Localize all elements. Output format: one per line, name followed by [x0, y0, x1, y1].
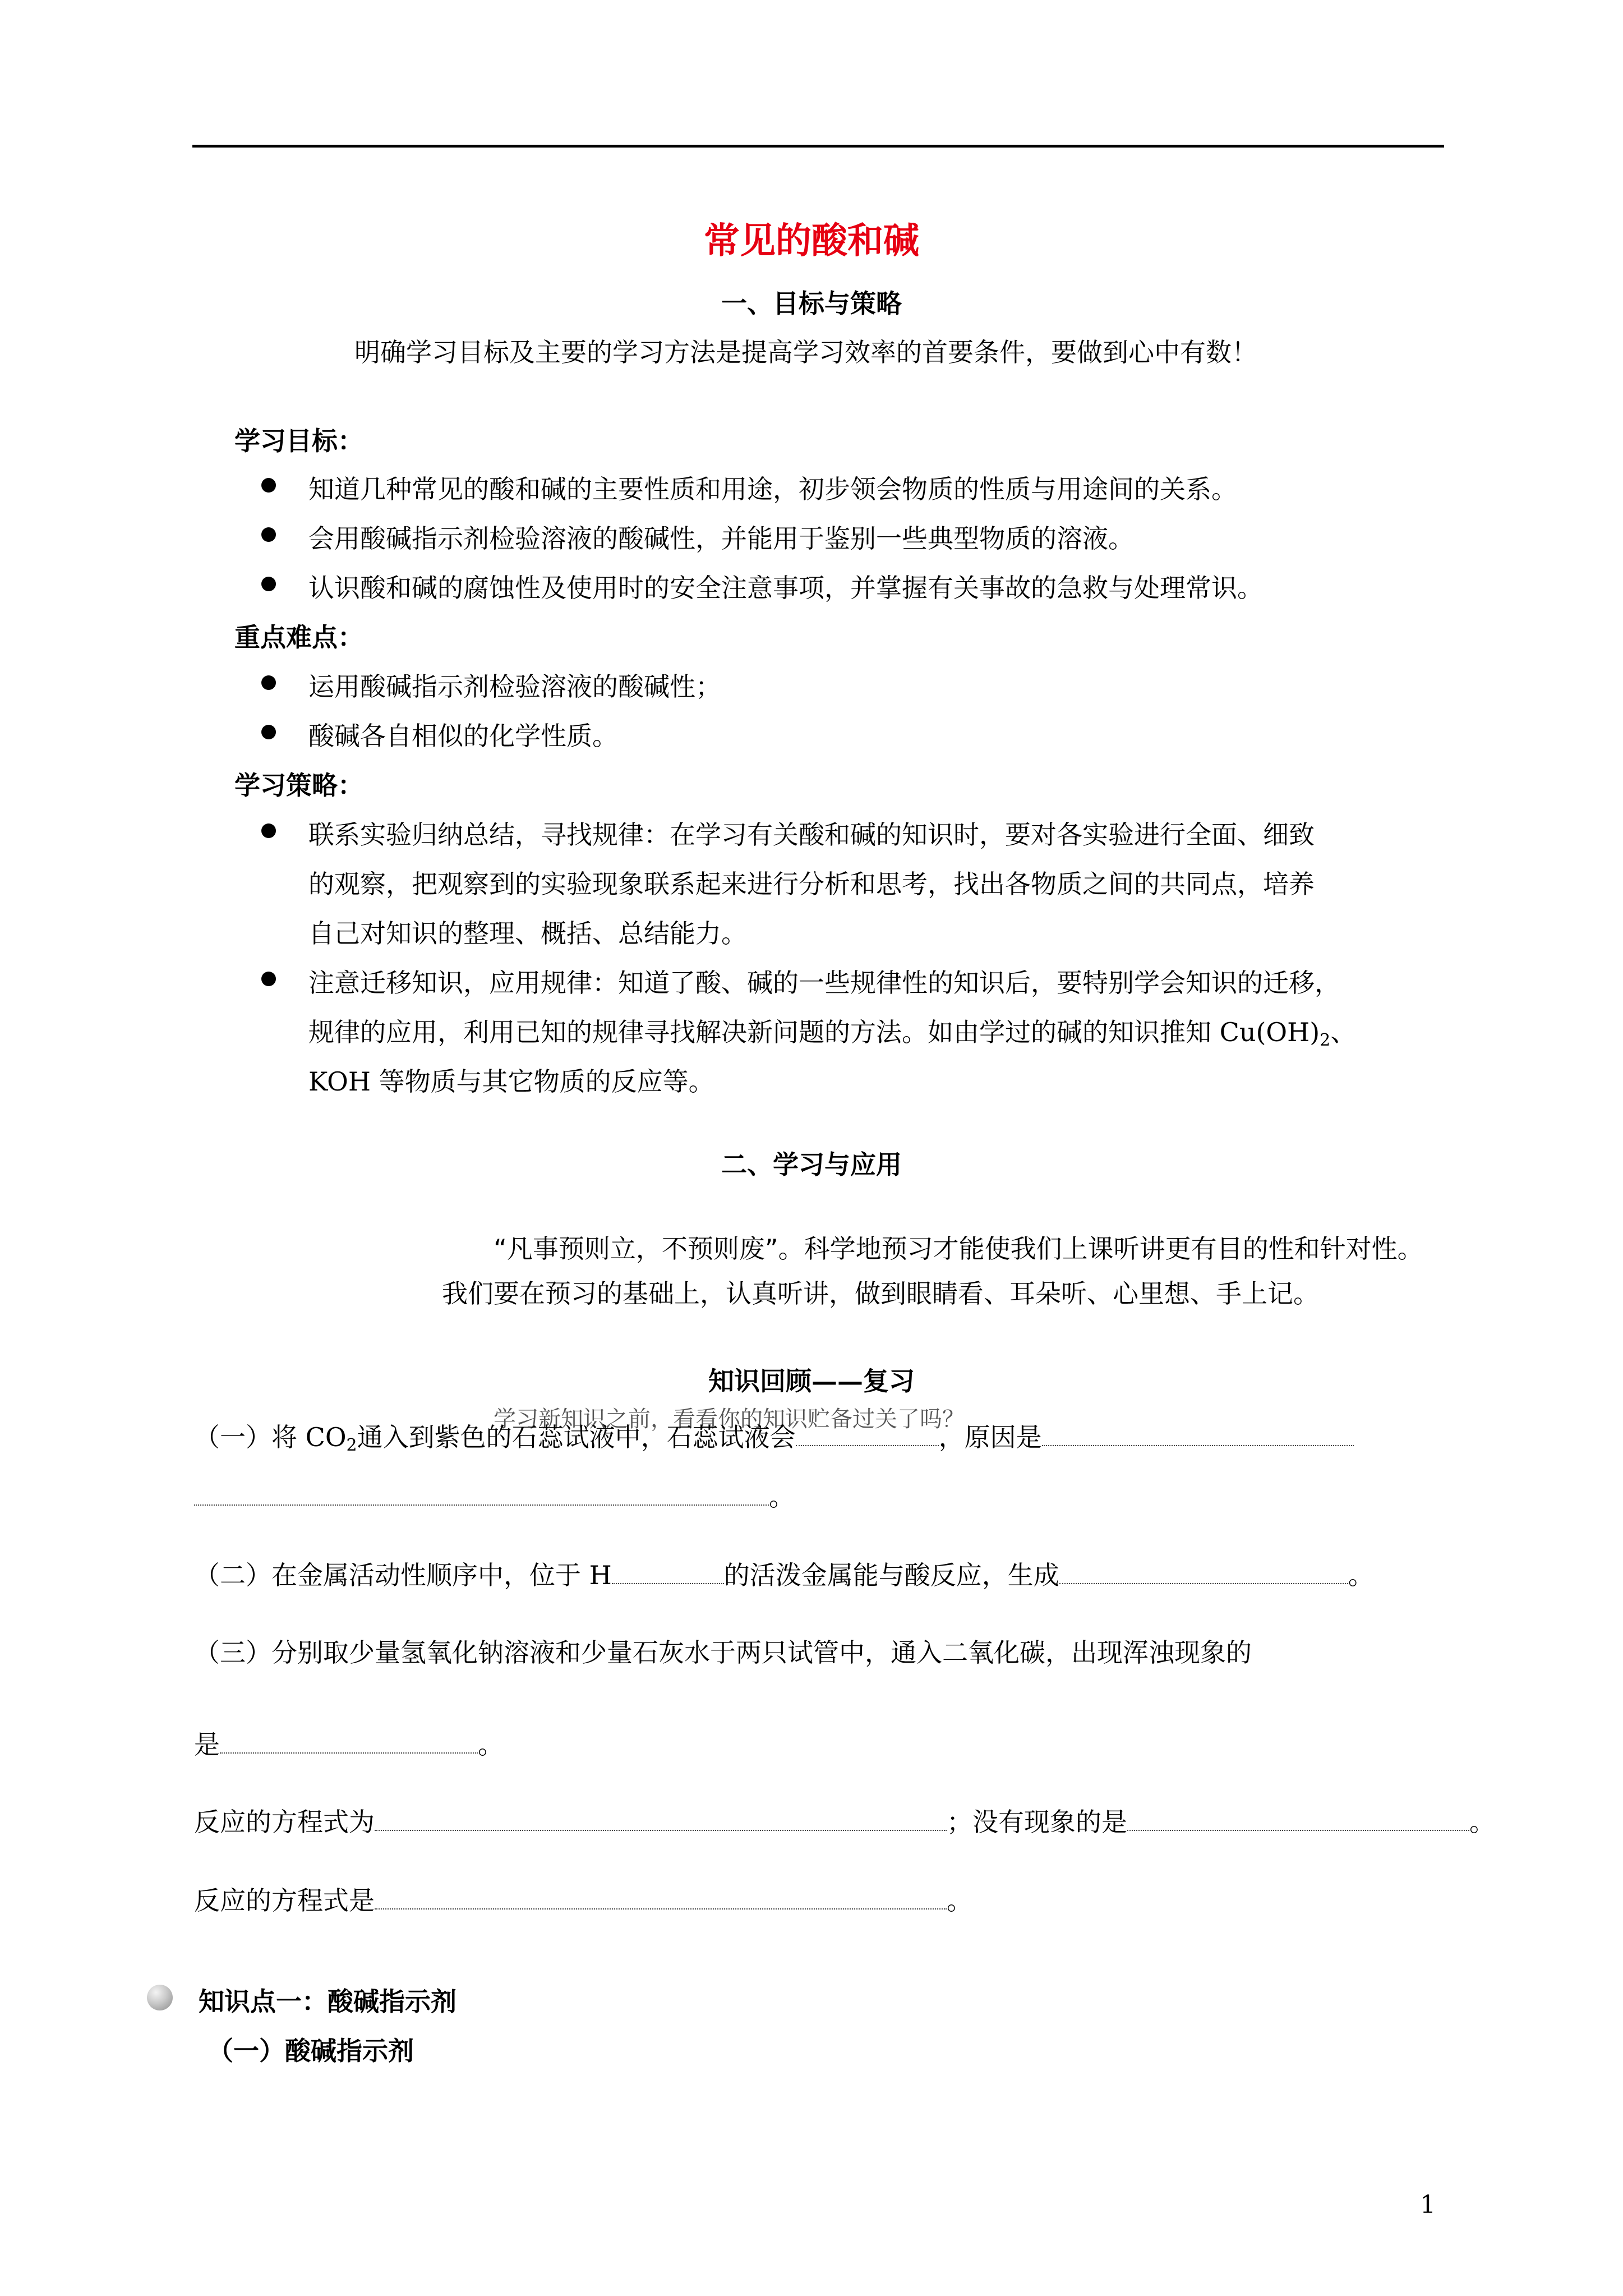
goal-item: 会用酸碱指示剂检验溶液的酸碱性，并能用于鉴别一些典型物质的溶液。	[308, 523, 1134, 554]
question-3-line	[194, 1724, 504, 1761]
bullet-icon	[261, 478, 276, 493]
knowledge-point-heading: 知识点一：酸碱指示剂	[199, 1986, 457, 2017]
strategy1-line: 自己对知识的整理、概括、总结能力。	[308, 918, 747, 949]
answer-blank[interactable]	[375, 1826, 947, 1831]
question-text: 反应的方程式为	[194, 1807, 375, 1837]
question-2	[194, 1555, 1374, 1592]
bullet-icon	[261, 675, 276, 690]
question-text: 。	[1469, 1807, 1495, 1837]
strategy2-text: 、	[1330, 1017, 1357, 1047]
page-title: 常见的酸和碱	[704, 220, 919, 262]
bullet-icon	[261, 725, 276, 739]
question-3: （三）分别取少量氢氧化钠溶液和少量石灰水于两只试管中，通入二氧化碳，出现浑浊现象的	[194, 1637, 1252, 1668]
answer-blank[interactable]	[1042, 1442, 1354, 1446]
question-text: 。	[478, 1729, 504, 1760]
question-3-line	[194, 1802, 1495, 1839]
question-1	[194, 1417, 1354, 1455]
review-heading: 知识回顾——复习	[708, 1366, 915, 1396]
bullet-icon	[261, 823, 276, 838]
question-3-line	[194, 1880, 972, 1917]
strategy2-line: KOH 等物质与其它物质的反应等。	[308, 1066, 714, 1097]
knowledge-point-subheading: （一）酸碱指示剂	[208, 2036, 414, 2066]
goal-item: 认识酸和碱的腐蚀性及使用时的安全注意事项，并掌握有关事故的急救与处理常识。	[308, 573, 1263, 603]
bullet-icon	[261, 972, 276, 986]
key-point-item: 酸碱各自相似的化学性质。	[308, 721, 618, 751]
strategy-label: 学习策略：	[234, 770, 363, 800]
question-text: 反应的方程式是	[194, 1885, 375, 1916]
header-rule	[192, 145, 1444, 148]
question-text: 。	[769, 1481, 795, 1512]
answer-blank[interactable]	[375, 1905, 947, 1910]
question-text: 。	[947, 1885, 972, 1916]
subscript: 2	[1320, 1030, 1331, 1050]
page-number: 1	[1420, 2191, 1436, 2219]
question-text: ，原因是	[938, 1422, 1042, 1452]
goal-item: 知道几种常见的酸和碱的主要性质和用途，初步领会物质的性质与用途间的关系。	[308, 474, 1237, 504]
sphere-bullet-icon	[147, 1985, 173, 2010]
answer-blank[interactable]	[1127, 1826, 1469, 1831]
goals-label: 学习目标：	[234, 426, 363, 456]
preview-quote: “凡事预则立，不预则废”。科学地预习才能使我们上课听讲更有目的性和针对性。	[494, 1234, 1423, 1264]
answer-blank[interactable]	[194, 1501, 769, 1506]
question-text: （二）在金属活动性顺序中，位于 H	[194, 1560, 612, 1590]
strategy2-line	[308, 1012, 1356, 1050]
answer-blank[interactable]	[796, 1442, 939, 1446]
strategy1-line: 联系实验归纳总结，寻找规律：在学习有关酸和碱的知识时，要对各实验进行全面、细致	[308, 820, 1315, 850]
subscript: 2	[346, 1435, 357, 1455]
section2-heading: 二、学习与应用	[721, 1149, 902, 1180]
question-text: 通入到紫色的石蕊试液中，石蕊试液会	[357, 1422, 796, 1452]
question-text: （一）将 CO	[194, 1422, 347, 1452]
preview-quote: 我们要在预习的基础上，认真听讲，做到眼睛看、耳朵听、心里想、手上记。	[442, 1278, 1319, 1309]
section1-intro: 明确学习目标及主要的学习方法是提高学习效率的首要条件，要做到心中有数！	[354, 337, 1257, 367]
answer-blank[interactable]	[612, 1580, 724, 1584]
bullet-icon	[261, 577, 276, 591]
key-points-label: 重点难点：	[234, 622, 363, 652]
strategy2-line: 注意迁移知识，应用规律：知道了酸、碱的一些规律性的知识后，要特别学会知识的迁移，	[308, 968, 1340, 998]
question-1-cont	[194, 1476, 795, 1513]
strategy2-text: 规律的应用，利用已知的规律寻找解决新问题的方法。如由学过的碱的知识推知 Cu(OH)	[308, 1017, 1320, 1047]
question-text: ；没有现象的是	[947, 1807, 1127, 1837]
question-text: 是	[194, 1729, 220, 1760]
review-subheading: 学习新知识之前，看看你的知识贮备过关了吗？	[494, 1406, 965, 1432]
strategy1-line: 的观察，把观察到的实验现象联系起来进行分析和思考，找出各物质之间的共同点，培养	[308, 869, 1315, 899]
answer-blank[interactable]	[1059, 1580, 1348, 1584]
question-text: 。	[1348, 1560, 1374, 1590]
question-text: 的活泼金属能与酸反应，生成	[723, 1560, 1059, 1590]
key-point-item: 运用酸碱指示剂检验溶液的酸碱性；	[308, 671, 721, 702]
bullet-icon	[261, 527, 276, 542]
section1-heading: 一、目标与策略	[721, 288, 902, 319]
answer-blank[interactable]	[220, 1749, 478, 1754]
